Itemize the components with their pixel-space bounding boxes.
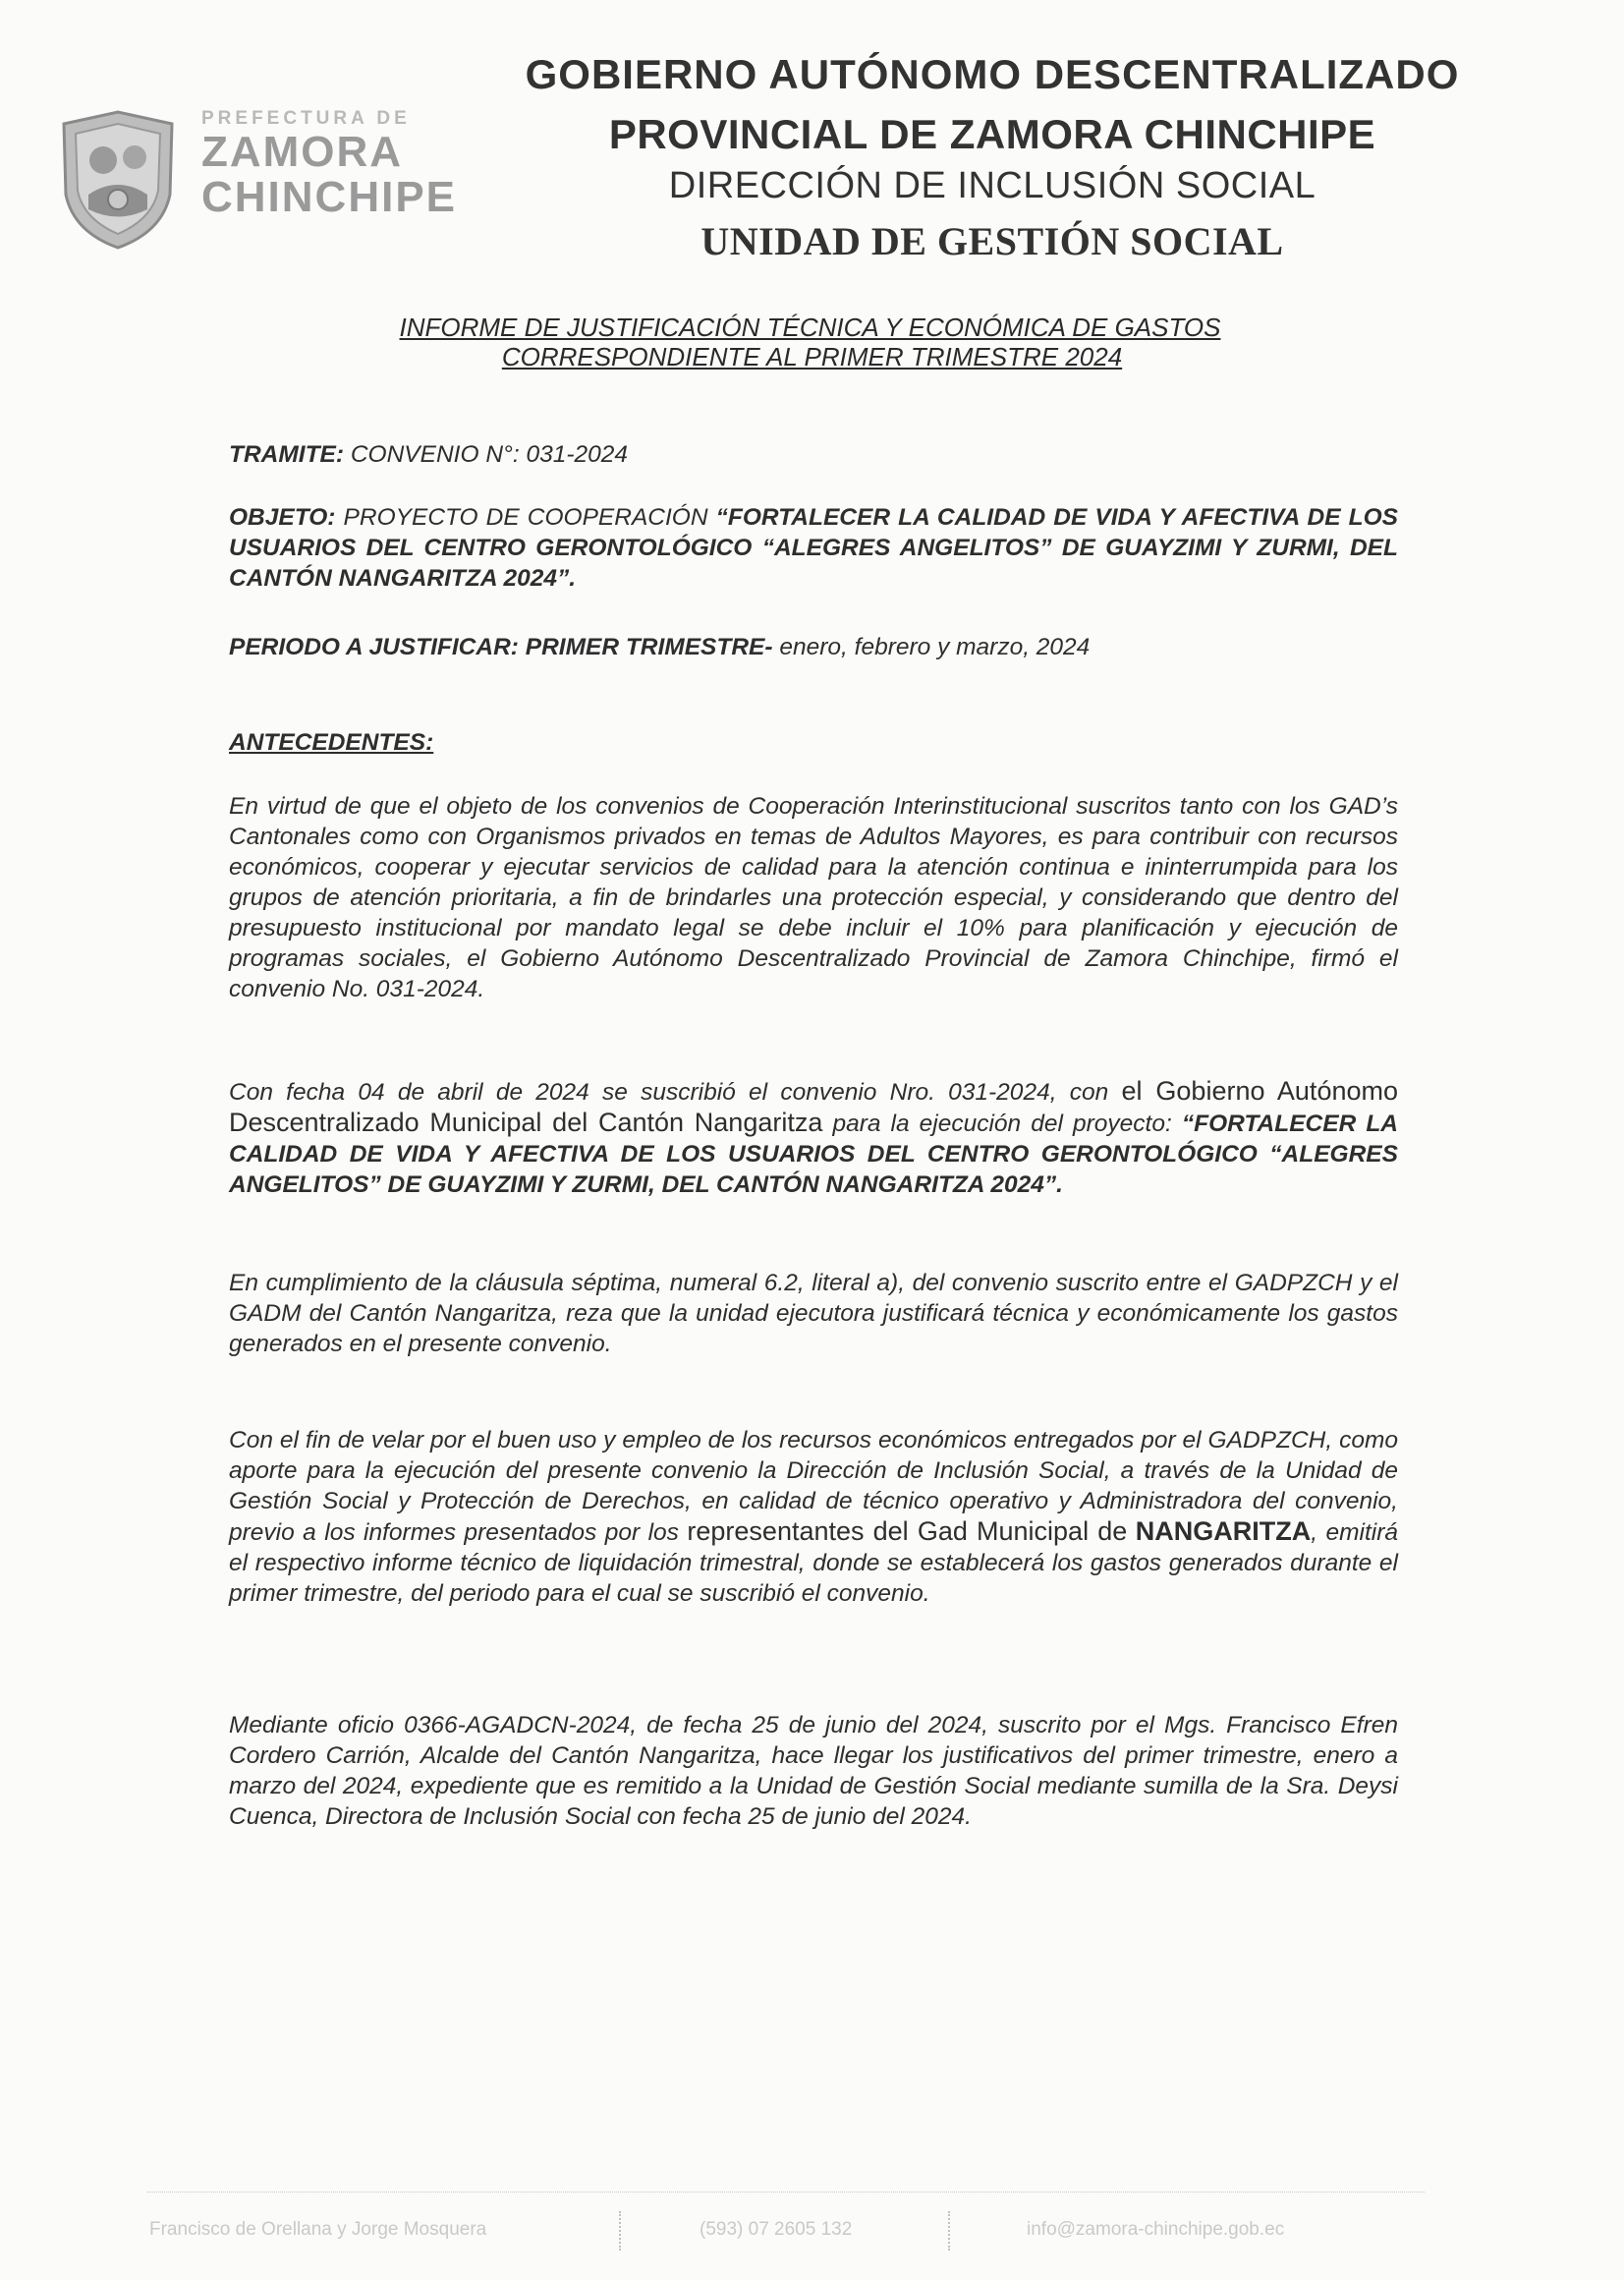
footer-address: Francisco de Orellana y Jorge Mosquera — [149, 2219, 487, 2240]
objeto-project-name: “FORTALECER LA CALIDAD DE VIDA Y AFECTIVA DE LOS USUARIOS DEL CENTRO GERONTOLÓGICO “ALEGRES ANGELITOS” DE GUAYZIMI Y ZURMI, DEL CANTÓN NANGARITZA 2024”. — [229, 504, 1398, 592]
periodo-value: enero, febrero y marzo, 2024 — [779, 634, 1091, 660]
objeto-label: OBJETO: — [229, 504, 336, 531]
antecedentes-heading — [229, 727, 1398, 758]
paragraph-4-part-c: , emitirá el respectivo informe técnico de liquidación trimestral, donde se establecerá los gastos generados durante el primer trimestre, del periodo para el cual se suscribió el convenio. — [229, 1519, 1398, 1607]
objeto-paragraph — [229, 502, 1398, 594]
header-line-4: UNIDAD DE GESTIÓN SOCIAL — [700, 219, 1284, 263]
report-title-line-1: INFORME DE JUSTIFICACIÓN TÉCNICA Y ECONÓMICA DE GASTOS — [399, 313, 1221, 342]
paragraph-3: En cumplimiento de la cláusula séptima, numeral 6.2, literal a), del convenio suscrito entre el GADPZCH y el GADM del Cantón Nangaritza, reza que la unidad ejecutora justificará técnica y económicamente los gastos generados en el presente convenio. — [229, 1270, 1398, 1357]
paragraph-5: Mediante oficio 0366-AGADCN-2024, de fecha 25 de junio del 2024, suscrito por el Mgs. Francisco Efren Cordero Carrión, Alcalde del Cantón Nangaritza, hace llegar los justificativos del primer trimestre, enero a marzo del 2024, expediente que es remitido a la Unidad de Gestión Social mediante sumilla de la Sra. Deysi Cuenca, Directora de Inclusión Social con fecha 25 de junio del 2024. — [229, 1712, 1398, 1830]
footer-phone: (593) 07 2605 132 — [700, 2219, 853, 2240]
header-line-1: GOBIERNO AUTÓNOMO DESCENTRALIZADO — [525, 51, 1460, 97]
periodo-label: PERIODO A JUSTIFICAR: PRIMER TRIMESTRE- — [229, 634, 773, 660]
paragraph-4-part-b: representantes del Gad Municipal de — [687, 1516, 1128, 1546]
prefectura-shield-logo — [54, 106, 182, 254]
tramite-label: TRAMITE: — [229, 441, 345, 468]
logo-wordmark — [201, 108, 457, 220]
report-title-line-2: CORRESPONDIENTE AL PRIMER TRIMESTRE 2024 — [501, 342, 1123, 371]
logo-small-text: PREFECTURA DE — [201, 108, 411, 129]
tramite-line — [229, 439, 1398, 470]
footer-separator — [619, 2211, 625, 2251]
paragraph-2 — [229, 1076, 1398, 1200]
paragraph-2-part-c: para la ejecución del proyecto: — [832, 1111, 1172, 1137]
header-line-3: DIRECCIÓN DE INCLUSIÓN SOCIAL — [668, 165, 1316, 206]
periodo-line — [229, 632, 1398, 662]
footer-separator — [948, 2211, 954, 2251]
paragraph-2-project-name: “FORTALECER LA CALIDAD DE VIDA Y AFECTIVA DE LOS USUARIOS DEL CENTRO GERONTOLÓGICO “ALEGRES ANGELITOS” DE GUAYZIMI Y ZURMI, DEL CANTÓN NANGARITZA 2024”. — [229, 1111, 1398, 1198]
paragraph-1: En virtud de que el objeto de los convenios de Cooperación Interinstitucional suscritos tanto con los GAD’s Cantonales como con Organismos privados en temas de Adultos Mayores, es para contribuir con recursos económicos, cooperar y ejecutar servicios de calidad para la atención continua e ininterrumpida para los grupos de atención prioritaria, a fin de brindarles una protección especial, y considerando que dentro del presupuesto institucional por mandato legal se debe incluir el 10% para planificación y ejecución de programas sociales, el Gobierno Autónomo Descentralizado Provincial de Zamora Chinchipe, firmó el convenio No. 031-2024. — [229, 793, 1398, 1002]
objeto-prefix: PROYECTO DE COOPERACIÓN — [343, 504, 708, 531]
paragraph-4-nangaritza: NANGARITZA — [1135, 1516, 1312, 1546]
logo-line-1: ZAMORA — [201, 128, 404, 176]
paragraph-2-part-a: Con fecha 04 de abril de 2024 se suscribió el convenio Nro. 031-2024, con — [229, 1079, 1109, 1106]
paragraph-4 — [229, 1425, 1398, 1609]
logo-line-2: CHINCHIPE — [201, 173, 458, 221]
tramite-value: CONVENIO N°: 031-2024 — [350, 441, 628, 468]
footer-email: info@zamora-chinchipe.gob.ec — [1027, 2219, 1285, 2240]
antecedentes-heading-text: ANTECEDENTES: — [229, 729, 434, 756]
paragraph-2-part-b: el Gobierno Autónomo Descentralizado Municipal del Cantón Nangaritza — [229, 1076, 1398, 1137]
paragraph-4-part-a: Con el fin de velar por el buen uso y empleo de los recursos económicos entregados por el GADPZCH, como aporte para la ejecución del presente convenio la Dirección de Inclusión Social, a través de la Unidad de Gestión Social y Protección de Derechos, en calidad de técnico operativo y Administradora del convenio, previo a los informes presentados por los — [229, 1427, 1398, 1546]
header-line-2: PROVINCIAL DE ZAMORA CHINCHIPE — [608, 111, 1376, 157]
footer-divider — [147, 2192, 1425, 2193]
